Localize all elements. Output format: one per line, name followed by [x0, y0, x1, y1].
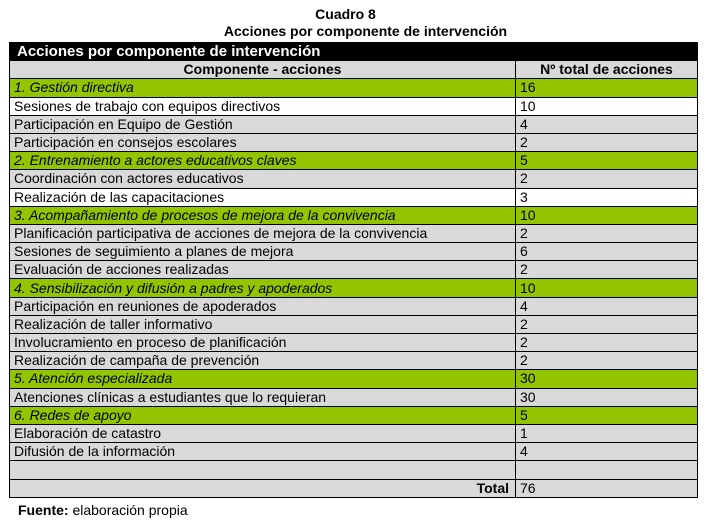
row-value: 2	[516, 261, 698, 279]
row-value: 10	[516, 279, 698, 297]
row-label: 5. Atención especializada	[10, 370, 516, 388]
table-row	[10, 115, 698, 133]
row-label: Coordinación con actores educativos	[10, 170, 516, 188]
row-label: Planificación participativa de acciones de mejora de la convivencia	[10, 224, 516, 242]
header-total: Nº total de acciones	[516, 61, 698, 79]
row-value: 2	[516, 170, 698, 188]
row-value: 4	[516, 115, 698, 133]
empty-cell	[10, 461, 516, 479]
table-row-group	[10, 406, 698, 424]
row-label: Evaluación de acciones realizadas	[10, 261, 516, 279]
row-label: Realización de campaña de prevención	[10, 352, 516, 370]
row-label: Atenciones clínicas a estudiantes que lo requieran	[10, 388, 516, 406]
row-value: 1	[516, 424, 698, 442]
source-label: Fuente:	[18, 502, 69, 518]
table-row-group	[10, 79, 698, 97]
row-label: Participación en consejos escolares	[10, 133, 516, 151]
table-row-group	[10, 370, 698, 388]
row-value: 2	[516, 133, 698, 151]
row-label: Participación en Equipo de Gestión	[10, 115, 516, 133]
table-row	[10, 97, 698, 115]
table-row	[10, 188, 698, 206]
table-row	[10, 243, 698, 261]
table-row	[10, 170, 698, 188]
row-value: 3	[516, 188, 698, 206]
table-row	[10, 297, 698, 315]
row-value: 4	[516, 297, 698, 315]
row-value: 10	[516, 206, 698, 224]
row-label: Realización de las capacitaciones	[10, 188, 516, 206]
total-value: 76	[516, 479, 698, 497]
row-value: 30	[516, 388, 698, 406]
table-row-group	[10, 206, 698, 224]
table-row	[10, 352, 698, 370]
row-value: 2	[516, 334, 698, 352]
caption-number: Cuadro 8	[315, 6, 376, 22]
table-row-total	[10, 479, 698, 497]
row-label: 1. Gestión directiva	[10, 79, 516, 97]
row-value: 5	[516, 406, 698, 424]
row-value: 6	[516, 243, 698, 261]
row-label: Elaboración de catastro	[10, 424, 516, 442]
actions-table	[9, 42, 698, 498]
row-value: 10	[516, 97, 698, 115]
table-row	[10, 388, 698, 406]
table-row	[10, 133, 698, 151]
row-label: 3. Acompañamiento de procesos de mejora de la convivencia	[10, 206, 516, 224]
row-value: 2	[516, 315, 698, 333]
table-row	[10, 424, 698, 442]
table-row	[10, 443, 698, 461]
table-title: Acciones por componente de intervención	[10, 43, 698, 61]
table-row-group	[10, 279, 698, 297]
row-label: 4. Sensibilización y difusión a padres y apoderados	[10, 279, 516, 297]
caption-title: Acciones por componente de intervención	[223, 23, 508, 39]
row-label: Involucramiento en proceso de planificación	[10, 334, 516, 352]
table-row	[10, 334, 698, 352]
row-label: Difusión de la información	[10, 443, 516, 461]
empty-cell	[516, 461, 698, 479]
header-component: Componente - acciones	[10, 61, 516, 79]
table-row-empty	[10, 461, 698, 479]
row-value: 4	[516, 443, 698, 461]
row-label: Sesiones de trabajo con equipos directivos	[10, 97, 516, 115]
row-label: Sesiones de seguimiento a planes de mejora	[10, 243, 516, 261]
table-title-row	[10, 43, 698, 61]
table-row	[10, 261, 698, 279]
row-value: 30	[516, 370, 698, 388]
source-text: elaboración propia	[72, 502, 188, 518]
total-label: Total	[10, 479, 516, 497]
table-header-row	[10, 61, 698, 79]
row-value: 2	[516, 224, 698, 242]
row-label: 6. Redes de apoyo	[10, 406, 516, 424]
source-note	[18, 502, 188, 519]
row-label: Realización de taller informativo	[10, 315, 516, 333]
row-value: 2	[516, 352, 698, 370]
row-value: 16	[516, 79, 698, 97]
table-row	[10, 224, 698, 242]
row-label: Participación en reuniones de apoderados	[10, 297, 516, 315]
table-row	[10, 315, 698, 333]
table-row-group	[10, 152, 698, 170]
row-label: 2. Entrenamiento a actores educativos claves	[10, 152, 516, 170]
row-value: 5	[516, 152, 698, 170]
